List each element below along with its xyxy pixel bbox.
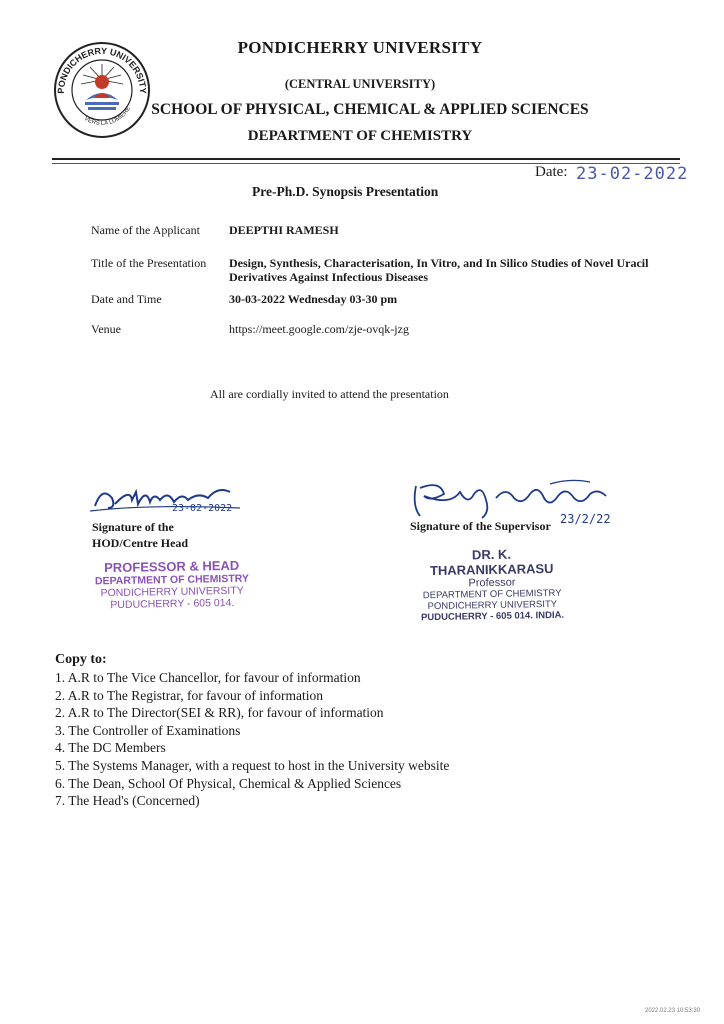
hod-stamp-line3: PONDICHERRY UNIVERSITY xyxy=(100,584,244,600)
hod-stamp-line2: DEPARTMENT OF CHEMISTRY xyxy=(94,572,250,588)
hod-caption-line1: Signature of the xyxy=(92,520,174,534)
venue-label: Venue xyxy=(91,322,121,336)
datetime-label: Date and Time xyxy=(91,292,162,306)
copy-to-list xyxy=(55,669,449,810)
supervisor-stamp-name: DR. K. THARANIKKARASU xyxy=(429,546,554,579)
venue-link[interactable]: https://meet.google.com/zje-ovqk-jzg xyxy=(229,322,409,336)
supervisor-stamp-line4: PONDICHERRY UNIVERSITY xyxy=(427,598,558,613)
list-item: 1. A.R to The Vice Chancellor, for favour of information xyxy=(55,670,361,685)
list-item: 6. The Dean, School Of Physical, Chemical & Applied Sciences xyxy=(55,775,402,791)
hod-caption-line2: HOD/Centre Head xyxy=(92,536,189,550)
school-name: SCHOOL OF PHYSICAL, CHEMICAL & APPLIED SCIENCES xyxy=(151,101,589,118)
hod-stamp-line1: PROFESSOR & HEAD xyxy=(104,557,240,576)
copy-to-heading: Copy to: xyxy=(55,652,107,667)
document-heading: Pre-Ph.D. Synopsis Presentation xyxy=(252,184,439,199)
applicant-label: Name of the Applicant xyxy=(91,223,200,237)
applicant-value: DEEPTHI RAMESH xyxy=(229,223,339,237)
supervisor-caption: Signature of the Supervisor xyxy=(410,519,551,533)
supervisor-stamp-line3: DEPARTMENT OF CHEMISTRY xyxy=(422,587,562,602)
header-divider xyxy=(52,158,680,160)
university-seal xyxy=(52,40,152,140)
list-item: 7. The Head's (Concerned) xyxy=(55,793,200,809)
supervisor-stamp-title: Professor xyxy=(468,576,516,590)
list-item: 2. A.R to The Registrar, for favour of information xyxy=(55,687,324,703)
list-item: 4. The DC Members xyxy=(55,740,166,756)
university-name: PONDICHERRY UNIVERSITY xyxy=(237,38,483,57)
supervisor-handwritten-date: 23/2/22 xyxy=(560,512,611,526)
department-name: DEPARTMENT OF CHEMISTRY xyxy=(247,128,473,144)
title-label: Title of the Presentation xyxy=(91,256,207,270)
list-item: 3. The Controller of Examinations xyxy=(55,722,241,738)
handwritten-date: 23-02-2022 xyxy=(576,164,689,184)
svg-text:PONDICHERRY UNIVERSITY: PONDICHERRY UNIVERSITY xyxy=(55,45,149,94)
supervisor-stamp-line5: PUDUCHERRY - 605 014. INDIA. xyxy=(420,609,565,624)
hod-stamp xyxy=(82,557,263,611)
supervisor-stamp xyxy=(411,546,572,624)
list-item: 5. The Systems Manager, with a request to host in the University website xyxy=(55,757,450,773)
hod-caption xyxy=(92,519,188,551)
scan-timestamp: 2022.02.23 10:53:30 xyxy=(645,1008,701,1014)
title-value: Design, Synthesis, Characterisation, In Vitro, and In Silico Studies of Novel Uracil Derivatives Against Infectious Diseases xyxy=(229,256,649,284)
svg-text:VERS LA LUMIERE: VERS LA LUMIERE xyxy=(83,105,133,127)
university-status: (CENTRAL UNIVERSITY) xyxy=(284,77,436,91)
hod-handwritten-date: 23-02-2022 xyxy=(172,503,233,514)
list-item: 2. A.R to The Director(SEI & RR), for favour of information xyxy=(55,705,384,721)
invitation-text: All are cordially invited to attend the presentation xyxy=(210,387,449,401)
hod-stamp-line4: PUDUCHERRY - 605 014. xyxy=(110,596,235,612)
datetime-value: 30-03-2022 Wednesday 03-30 pm xyxy=(229,292,398,306)
date-label: Date: xyxy=(535,164,568,180)
